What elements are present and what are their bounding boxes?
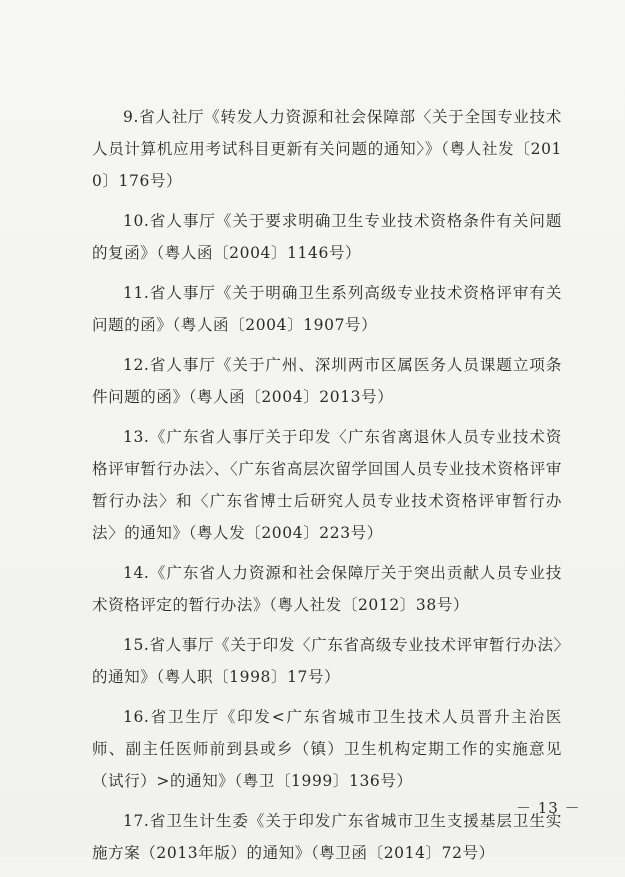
list-item: 14.《广东省人力资源和社会保障厅关于突出贡献人员专业技术资格评定的暂行办法》（粤人社发〔2012〕38号） [92, 564, 562, 614]
list-item: 10.省人事厅《关于要求明确卫生专业技术资格条件有关问题的复函》（粤人函〔2004〕1146号） [92, 212, 562, 262]
list-item: 12.省人事厅《关于广州、深圳两市区属医务人员课题立项条件问题的函》（粤人函〔2004〕2013号） [92, 356, 562, 406]
list-item: 16.省卫生厅《印发<广东省城市卫生技术人员晋升主治医师、副主任医师前到县或乡（镇）卫生机构定期工作的实施意见（试行）>的通知》（粤卫〔1999〕136号） [92, 708, 562, 790]
page-number: － 13 － [516, 799, 581, 817]
list-item: 9.省人社厅《转发人力资源和社会保障部〈关于全国专业技术人员计算机应用考试科目更新有关问题的通知〉》（粤人社发〔2010〕176号） [92, 108, 562, 190]
list-item: 17.省卫生计生委《关于印发广东省城市卫生支援基层卫生实施方案（2013年版）的通知》（粤卫函〔2014〕72号） [92, 812, 562, 862]
list-item: 13.《广东省人事厅关于印发〈广东省离退休人员专业技术资格评审暂行办法〉、〈广东省高层次留学回国人员专业技术资格评审暂行办法〉和〈广东省博士后研究人员专业技术资格评审暂行办法〉的通知》（粤人发〔2004〕223号） [92, 428, 562, 542]
list-item: 15.省人事厅《关于印发〈广东省高级专业技术评审暂行办法〉的通知》（粤人职〔1998〕17号） [92, 636, 562, 686]
list-item: 11.省人事厅《关于明确卫生系列高级专业技术资格评审有关问题的函》（粤人函〔2004〕1907号） [92, 284, 562, 334]
reference-list [92, 101, 562, 877]
